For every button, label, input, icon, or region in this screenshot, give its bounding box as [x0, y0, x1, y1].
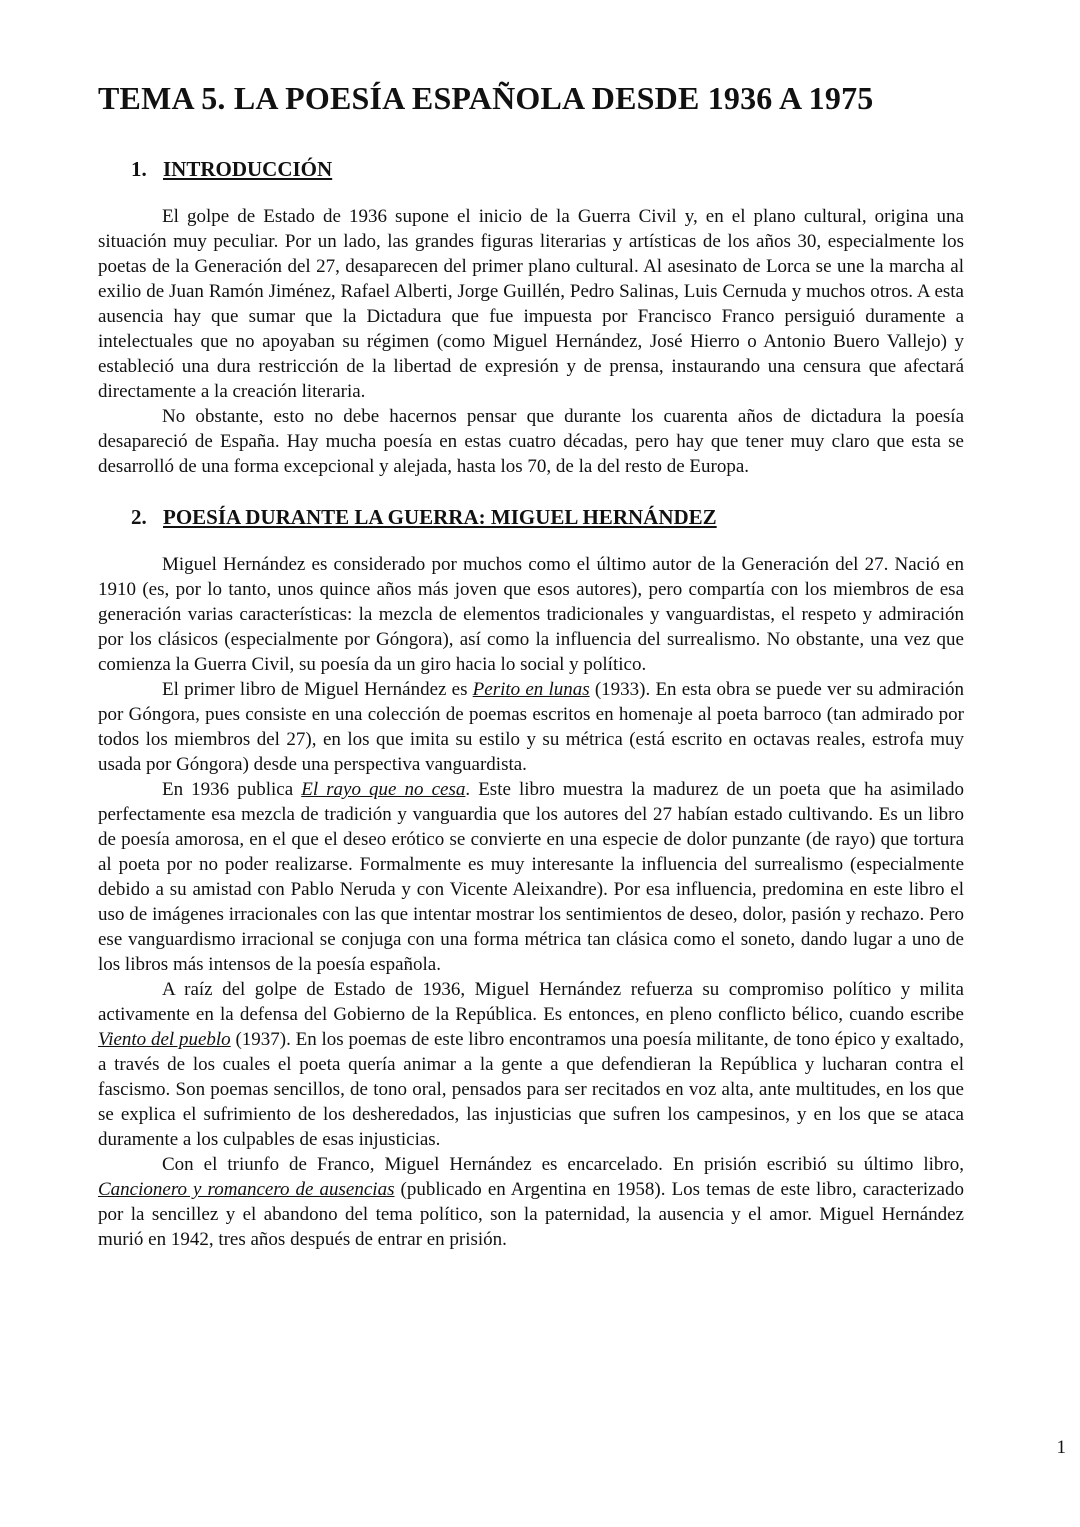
paragraph: No obstante, esto no debe hacernos pensar que durante los cuarenta años de dictadura la poesía desapareció de España. Hay mucha poesía en estas cuatro décadas, pero hay que tener muy claro que esta se desarrolló de una forma excepcional y alejada, hasta los 70, de la del resto de Europa.: [98, 405, 964, 477]
section-number: 2.: [131, 504, 147, 529]
paragraph: [98, 977, 964, 1152]
book-title-viento-del-pueblo: Viento del pueblo: [98, 1029, 231, 1051]
page-number: 1: [1056, 1437, 1066, 1458]
paragraph-text: . Este libro muestra la madurez de un poeta que ha asimilado perfectamente esa mezcla de tradición y vanguardia que los autores del 27 habían estado cultivando. Es un libro de poesía amorosa, en el que el deseo erótico se convierte en una especie de dolor punzante (de rayo) que tortura al poeta por no poder realizarse. Formalmente es muy interesante la influencia del surrealismo (especialmente debido a su amistad con Pablo Neruda y con Vicente Aleixandre). Por esa influencia, predomina en este libro el uso de imágenes irracionales con las que intentar mostrar los sentimientos de deseo, dolor, pasión y rechazo. Pero ese vanguardismo irracional se conjuga con una forma métrica tan clásica como el soneto, dando lugar a uno de los libros más intensos de la poesía española.: [98, 779, 964, 976]
book-title-perito-en-lunas: Perito en lunas: [472, 679, 590, 701]
paragraph-text: A raíz del golpe de Estado de 1936, Miguel Hernández refuerza su compromiso político y milita activamente en la defensa del Gobierno de la República. Es entonces, en pleno conflicto bélico, cuando escribe: [98, 979, 964, 1026]
paragraph-text: En 1936 publica: [162, 779, 302, 801]
book-title-el-rayo-que-no-cesa: El rayo que no cesa: [301, 779, 466, 801]
paragraph-text: Con el triunfo de Franco, Miguel Hernández es encarcelado. En prisión escribió su último libro,: [162, 1154, 964, 1176]
section-number: 1.: [131, 156, 147, 181]
paragraph: [98, 677, 964, 777]
section-heading: [131, 157, 964, 182]
paragraph: [98, 1152, 964, 1252]
document-page: [98, 80, 964, 1278]
book-title-cancionero-y-romancero: Cancionero y romancero de ausencias: [98, 1179, 395, 1201]
paragraph-text: (publicado en Argentina en 1958). Los temas de este libro, caracterizado por la sencillez y el abandono del tema político, son la paternidad, la ausencia y el amor. Miguel Hernández murió en 1942, tres años después de entrar en prisión.: [98, 1179, 964, 1251]
paragraph-text: (1937). En los poemas de este libro encontramos una poesía militante, de tono épico y exaltado, a través de los cuales el poeta quería animar a la gente a que defendieran la República y lucharan contra el fascismo. Son poemas sencillos, de tono oral, pensados para ser recitados en voz alta, ante multitudes, en los que se explica el sufrimiento de los desheredados, las injusticias que sufren los campesinos, y en los que se ataca duramente a los culpables de esas injusticias.: [98, 1029, 964, 1151]
section-miguel-hernandez: [98, 505, 964, 1252]
section-heading-text: INTRODUCCIÓN: [163, 156, 333, 181]
paragraph: [98, 777, 964, 977]
paragraph-text: El primer libro de Miguel Hernández es: [162, 679, 473, 701]
section-introduccion: [98, 157, 964, 479]
paragraph: El golpe de Estado de 1936 supone el inicio de la Guerra Civil y, en el plano cultural, origina una situación muy peculiar. Por un lado, las grandes figuras literarias y artísticas de los años 30, especialmente los poetas de la Generación del 27, desaparecen del primer plano cultural. Al asesinato de Lorca se une la marcha al exilio de Juan Ramón Jiménez, Rafael Alberti, Jorge Guillén, Pedro Salinas, Luis Cernuda y muchos otros. A esta ausencia hay que sumar que la Dictadura que fue impuesta por Francisco Franco persiguió duramente a intelectuales que no apoyaban su régimen (como Miguel Hernández, José Hierro o Antonio Buero Vallejo) y estableció una dura restricción de la libertad de expresión y de prensa, instaurando una censura que afectará directamente a la creación literaria.: [98, 205, 964, 402]
page-title: TEMA 5. LA POESÍA ESPAÑOLA DESDE 1936 A 1975: [98, 80, 874, 116]
section-heading: [131, 505, 964, 530]
section-heading-text: POESÍA DURANTE LA GUERRA: MIGUEL HERNÁNDEZ: [163, 504, 717, 529]
paragraph-text: (1933). En esta obra se puede ver su admiración por Góngora, pues consiste en una colección de poemas escritos en homenaje al poeta barroco (tan admirado por todos los miembros del 27), en los que imita su estilo y su métrica (está escrito en octavas reales, estrofa muy usada por Góngora) desde una perspectiva vanguardista.: [98, 679, 964, 776]
paragraph: Miguel Hernández es considerado por muchos como el último autor de la Generación del 27. Nació en 1910 (es, por lo tanto, unos quince años más joven que esos autores), pero compartía con los miembros de esa generación varias características: la mezcla de elementos tradicionales y vanguardistas, el respeto y admiración por los clásicos (especialmente por Góngora), así como la influencia del surrealismo. No obstante, una vez que comienza la Guerra Civil, su poesía da un giro hacia lo social y político.: [98, 554, 964, 676]
